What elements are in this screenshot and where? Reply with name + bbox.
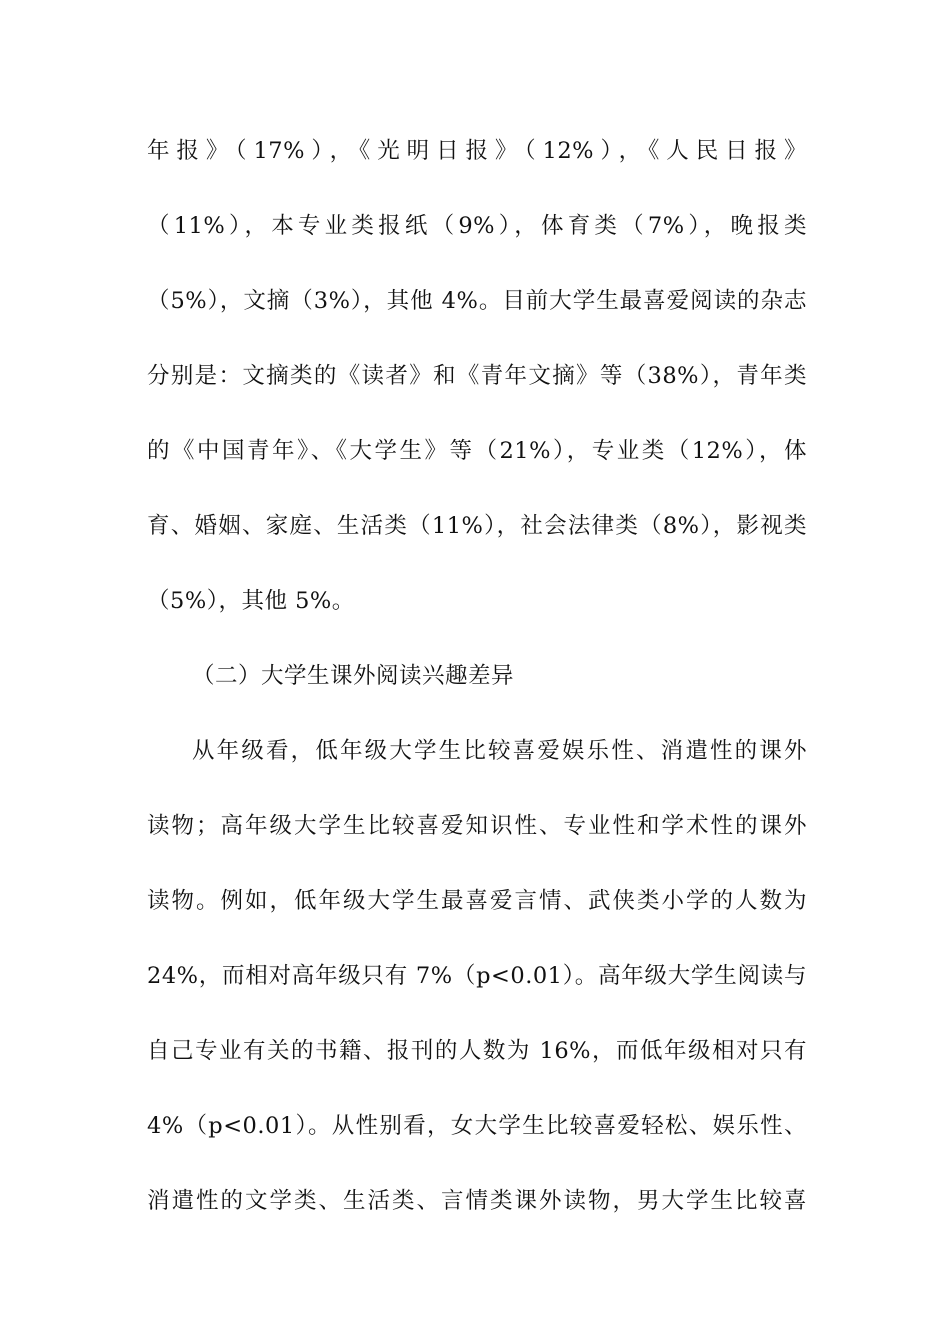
text-line: 年报》（17%），《光明日报》（12%），《人民日报》 <box>147 138 807 164</box>
text-line: 自己专业有关的书籍、报刊的人数为 16%，而低年级相对只有 <box>147 1038 807 1064</box>
text-line: 消遣性的文学类、生活类、言情类课外读物，男大学生比较喜 <box>147 1188 807 1214</box>
text-line: 24%，而相对高年级只有 7%（p<0.01）。高年级大学生阅读与 <box>147 963 807 989</box>
text-line: 读物。例如，低年级大学生最喜爱言情、武侠类小学的人数为 <box>147 888 807 914</box>
paragraph-first-line: 从年级看，低年级大学生比较喜爱娱乐性、消遣性的课外 <box>192 738 807 764</box>
text-line: 读物；高年级大学生比较喜爱知识性、专业性和学术性的课外 <box>147 813 807 839</box>
text-line: （5%），文摘（3%），其他 4%。目前大学生最喜爱阅读的杂志 <box>147 288 807 314</box>
text-line: （5%），其他 5%。 <box>147 588 355 614</box>
text-line: （11%），本专业类报纸（9%），体育类（7%），晚报类 <box>147 213 807 239</box>
text-line: 分别是：文摘类的《读者》和《青年文摘》等（38%），青年类 <box>147 363 807 389</box>
text-line: 的《中国青年》、《大学生》等（21%），专业类（12%），体 <box>147 438 807 464</box>
section-heading: （二）大学生课外阅读兴趣差异 <box>192 663 515 689</box>
text-line: 育、婚姻、家庭、生活类（11%），社会法律类（8%），影视类 <box>147 513 807 539</box>
text-line: 4%（p<0.01）。从性别看，女大学生比较喜爱轻松、娱乐性、 <box>147 1113 807 1139</box>
